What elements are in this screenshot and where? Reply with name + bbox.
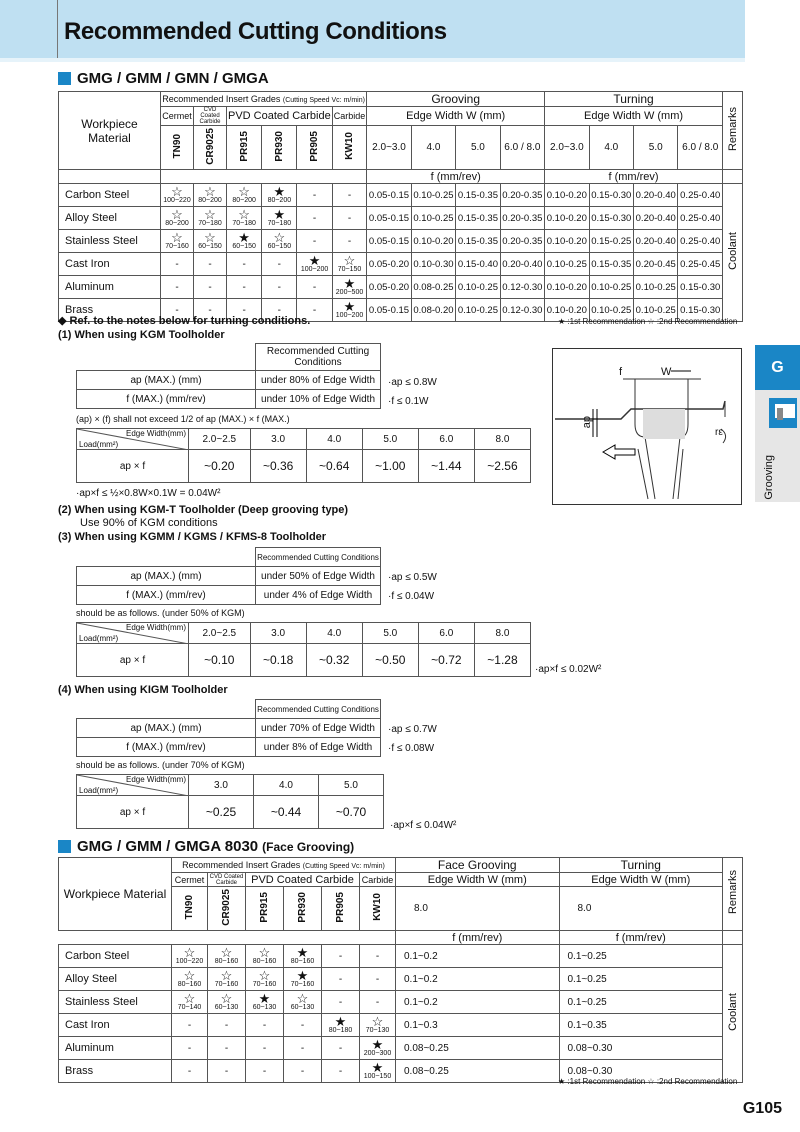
kgm-val: ~0.20 xyxy=(189,450,251,483)
kigm-val: ~0.44 xyxy=(254,796,319,829)
grade-tn90: TN90 xyxy=(161,126,194,170)
feed-value: 0.15-0.40 xyxy=(456,253,500,276)
feed-value: 0.15-0.35 xyxy=(456,184,500,207)
width-t-3: 5.0 xyxy=(634,126,678,170)
turning-header: Turning xyxy=(559,858,723,873)
material-label: Cast Iron xyxy=(59,253,161,276)
table-row xyxy=(59,1014,743,1037)
grooving-header: Grooving xyxy=(367,92,545,107)
feed-value: 0.10-0.25 xyxy=(589,276,633,299)
table-row xyxy=(59,230,743,253)
note3-formula: ·ap×f ≤ 0.02W² xyxy=(535,664,602,675)
grade-cell: ☆ 80~160 xyxy=(246,945,284,968)
note3-follow: should be as follows. (under 50% of KGM) xyxy=(76,608,245,618)
kgmm-ap-value: under 50% of Edge Width xyxy=(256,567,381,586)
grade-cell: - xyxy=(194,276,227,299)
grade-kw10: KW10 xyxy=(360,887,396,931)
material-label: Aluminum xyxy=(59,276,161,299)
kgmm-val: ~1.28 xyxy=(474,644,530,677)
kgmm-width: 2.0~2.5 xyxy=(189,623,251,644)
grade-cell: ★ 80~160 xyxy=(284,945,322,968)
kgm-val: ~2.56 xyxy=(474,450,530,483)
feed-value: 0.20-0.40 xyxy=(500,253,544,276)
feed-value: 0.20-0.35 xyxy=(500,207,544,230)
grade-cell: - xyxy=(246,1037,284,1060)
feed-value: 0.1~0.25 xyxy=(559,945,723,968)
width-t: 8.0 xyxy=(559,887,723,931)
width-g-2: 4.0 xyxy=(411,126,455,170)
note2-sub: Use 90% of KGM conditions xyxy=(80,517,218,529)
grade-cell: - xyxy=(208,1060,246,1083)
section1-heading: GMG / GMM / GMN / GMGA xyxy=(58,70,269,87)
feed-value: 0.10-0.25 xyxy=(634,299,678,322)
width-g-4: 6.0 / 8.0 xyxy=(500,126,544,170)
kgm-width: 8.0 xyxy=(474,429,530,450)
load-edge-corner: Edge Width(mm) Load(mm²) xyxy=(77,429,189,450)
cermet-header: Cermet xyxy=(161,107,194,126)
grade-cell: - xyxy=(284,1037,322,1060)
turning-header: Turning xyxy=(545,92,723,107)
table-row xyxy=(59,991,743,1014)
diagram-w-label: W xyxy=(661,366,672,378)
kigm-val: ~0.70 xyxy=(319,796,384,829)
grade-cell: ☆ 60~150 xyxy=(194,230,227,253)
feed-value: 0.20-0.45 xyxy=(634,253,678,276)
grade-pr930: PR930 xyxy=(284,887,322,931)
feed-value: 0.15-0.30 xyxy=(678,299,723,322)
feed-value: 0.10-0.25 xyxy=(545,253,589,276)
kigm-width: 3.0 xyxy=(189,775,254,796)
feed-value: 0.08~0.25 xyxy=(396,1037,560,1060)
feed-value: 0.25-0.40 xyxy=(678,230,723,253)
kgm-f-formula: ·f ≤ 0.1W xyxy=(388,396,429,407)
f-unit-turning: f (mm/rev) xyxy=(545,170,723,184)
grade-cell: - xyxy=(194,299,227,322)
grade-cell: - xyxy=(194,253,227,276)
face-grooving-table xyxy=(58,857,743,1083)
grade-cell: - xyxy=(246,1060,284,1083)
width-g-3: 5.0 xyxy=(456,126,500,170)
f-unit-t: f (mm/rev) xyxy=(559,931,723,945)
grade-cell: - xyxy=(161,253,194,276)
grade-cell: - xyxy=(161,299,194,322)
feed-value: 0.15-0.30 xyxy=(589,207,633,230)
grade-cell: ☆ 60~130 xyxy=(208,991,246,1014)
grade-cell: - xyxy=(227,253,262,276)
kgm-width: 5.0 xyxy=(362,429,418,450)
feed-value: 0.20-0.40 xyxy=(634,184,678,207)
width-t-1: 2.0~3.0 xyxy=(545,126,589,170)
grade-cell: - xyxy=(322,1060,360,1083)
kigm-f-formula: ·f ≤ 0.08W xyxy=(388,743,435,754)
kigm-val: ~0.25 xyxy=(189,796,254,829)
feed-value: 0.08~0.30 xyxy=(559,1037,723,1060)
feed-value: 0.1~0.35 xyxy=(559,1014,723,1037)
feed-value: 0.20-0.40 xyxy=(634,230,678,253)
kigm-ap-label: ap (MAX.) (mm) xyxy=(77,719,256,738)
carbide-header: Carbide xyxy=(332,107,367,126)
kgm-val: ~0.64 xyxy=(306,450,362,483)
kgmm-ap-formula: ·ap ≤ 0.5W xyxy=(388,572,437,583)
grade-cell: ★ 60~130 xyxy=(246,991,284,1014)
material-label: Alloy Steel xyxy=(59,968,172,991)
kgmm-f-formula: ·f ≤ 0.04W xyxy=(388,591,435,602)
feed-value: 0.1~0.2 xyxy=(396,945,560,968)
feed-value: 0.10-0.25 xyxy=(456,276,500,299)
grade-cell: - xyxy=(297,207,332,230)
grade-cell: - xyxy=(172,1037,208,1060)
cermet-header: Cermet xyxy=(172,873,208,887)
face-grooving-header: Face Grooving xyxy=(396,858,560,873)
load-edge-corner: Edge Width(mm) Load(mm²) xyxy=(77,623,189,644)
feed-value: 0.20-0.35 xyxy=(500,184,544,207)
kgm-load-table xyxy=(76,428,531,483)
kgmm-width: 4.0 xyxy=(306,623,362,644)
feed-value: 0.10-0.25 xyxy=(634,276,678,299)
kigm-ap-formula: ·ap ≤ 0.7W xyxy=(388,724,437,735)
feed-value: 0.15-0.25 xyxy=(589,230,633,253)
grade-cell: - xyxy=(172,1014,208,1037)
width-t-4: 6.0 / 8.0 xyxy=(678,126,723,170)
grade-pr905: PR905 xyxy=(322,887,360,931)
kgmm-val: ~0.72 xyxy=(418,644,474,677)
grade-cell: ★ 80~200 xyxy=(262,184,297,207)
kgmm-ap-label: ap (MAX.) (mm) xyxy=(77,567,256,586)
note2-heading: (2) When using KGM-T Toolholder (Deep grooving type) xyxy=(58,504,349,516)
feed-value: 0.08~0.25 xyxy=(396,1060,560,1083)
pvd-header: PVD Coated Carbide xyxy=(227,107,333,126)
grade-pr930: PR930 xyxy=(262,126,297,170)
grade-cell: ☆ 60~150 xyxy=(262,230,297,253)
kigm-load-table xyxy=(76,774,384,829)
kgm-f-value: under 10% of Edge Width xyxy=(256,390,381,409)
kgm-ap-formula: ·ap ≤ 0.8W xyxy=(388,377,437,388)
kgmm-head: Recommended Cutting Conditions xyxy=(256,548,381,567)
note3-heading: (3) When using KGMM / KGMS / KFMS-8 Toolholder xyxy=(58,531,327,543)
table-row xyxy=(59,207,743,230)
kigm-width: 5.0 xyxy=(319,775,384,796)
width-g-1: 2.0~3.0 xyxy=(367,126,411,170)
grade-cell: ★ 70~180 xyxy=(262,207,297,230)
grade-cell: - xyxy=(332,207,367,230)
kigm-f-value: under 8% of Edge Width xyxy=(256,738,381,757)
material-label: Carbon Steel xyxy=(59,945,172,968)
f-unit-grooving: f (mm/rev) xyxy=(367,170,545,184)
kgmm-width: 6.0 xyxy=(418,623,474,644)
kgmm-val: ~0.18 xyxy=(250,644,306,677)
note1-heading: (1) When using KGM Toolholder xyxy=(58,329,225,341)
kgm-f-label: f (MAX.) (mm/rev) xyxy=(77,390,256,409)
section-marker-icon xyxy=(58,840,71,853)
workpiece-header: Workpiece Material xyxy=(59,858,172,931)
table-row xyxy=(59,276,743,299)
grooving-tab-label: Grooving xyxy=(763,455,775,500)
grade-cell: - xyxy=(360,991,396,1014)
grade-cell: - xyxy=(262,299,297,322)
grade-cell: - xyxy=(297,276,332,299)
diagram-f-label: f xyxy=(619,366,623,378)
table-row xyxy=(59,968,743,991)
carbide-header: Carbide xyxy=(360,873,396,887)
grade-cell: ☆ 70~180 xyxy=(194,207,227,230)
width-t-2: 4.0 xyxy=(589,126,633,170)
grooving-diagram xyxy=(552,348,742,505)
grade-cell: ☆ 100~220 xyxy=(161,184,194,207)
kgm-ap-label: ap (MAX.) (mm) xyxy=(77,371,256,390)
grade-kw10: KW10 xyxy=(332,126,367,170)
header-divider xyxy=(57,0,58,58)
feed-value: 0.10-0.20 xyxy=(545,230,589,253)
feed-value: 0.15-0.35 xyxy=(589,253,633,276)
grade-cr9025: CR9025 xyxy=(208,887,246,931)
table-row xyxy=(59,184,743,207)
table-row xyxy=(59,253,743,276)
feed-value: 0.1~0.2 xyxy=(396,968,560,991)
grade-cr9025: CR9025 xyxy=(194,126,227,170)
grade-cell: ☆ 70~130 xyxy=(360,1014,396,1037)
feed-value: 0.12-0.30 xyxy=(500,276,544,299)
grade-cell: - xyxy=(332,230,367,253)
feed-value: 0.20-0.40 xyxy=(634,207,678,230)
edge-width-turning: Edge Width W (mm) xyxy=(559,873,723,887)
kgmm-f-value: under 4% of Edge Width xyxy=(256,586,381,605)
material-label: Carbon Steel xyxy=(59,184,161,207)
grade-cell: ☆ 70~140 xyxy=(172,991,208,1014)
grade-cell: ☆ 70~160 xyxy=(208,968,246,991)
feed-value: 0.10-0.25 xyxy=(411,184,455,207)
section2-heading: GMG / GMM / GMGA 8030 (Face Grooving) xyxy=(58,838,354,855)
feed-value: 0.08~0.30 xyxy=(559,1060,723,1083)
grades-header: Recommended Insert Grades (Cutting Speed Vc: m/min) xyxy=(161,92,367,107)
grade-cell: ★ 200~500 xyxy=(332,276,367,299)
grade-cell: - xyxy=(284,1060,322,1083)
grade-cell: ★ 200~300 xyxy=(360,1037,396,1060)
grade-pr915: PR915 xyxy=(227,126,262,170)
grade-cell: ☆ 80~200 xyxy=(161,207,194,230)
edge-width-turning: Edge Width W (mm) xyxy=(545,107,723,126)
feed-value: 0.15-0.35 xyxy=(456,230,500,253)
coolant-remark: Coolant xyxy=(723,184,743,322)
note1-limit: (ap) × (f) shall not exceed 1/2 of ap (MAX.) × f (MAX.) xyxy=(76,414,290,424)
kgm-width: 2.0~2.5 xyxy=(189,429,251,450)
grade-cell: - xyxy=(322,945,360,968)
grade-cell: - xyxy=(297,299,332,322)
grade-cell: - xyxy=(332,184,367,207)
feed-value: 0.05-0.20 xyxy=(367,276,411,299)
cvd-header: CVD Coated Carbide xyxy=(194,107,227,126)
grade-cell: - xyxy=(360,968,396,991)
kgmm-width: 5.0 xyxy=(362,623,418,644)
grade-cell: - xyxy=(208,1037,246,1060)
feed-value: 0.10-0.25 xyxy=(589,299,633,322)
kgm-width: 3.0 xyxy=(250,429,306,450)
apxf-label: ap × f xyxy=(77,644,189,677)
grade-cell: - xyxy=(262,276,297,299)
edge-width-fg: Edge Width W (mm) xyxy=(396,873,560,887)
ref-note: ◆ Ref. to the notes below for turning conditions. xyxy=(58,315,311,327)
diagram-ap-label: ap xyxy=(581,416,593,429)
feed-value: 0.25-0.40 xyxy=(678,207,723,230)
kgmm-table xyxy=(76,547,381,605)
note4-formula: ·ap×f ≤ 0.04W² xyxy=(390,820,457,831)
note4-follow: should be as follows. (under 70% of KGM) xyxy=(76,760,245,770)
grade-cell: ☆ 70~150 xyxy=(332,253,367,276)
grade-cell: - xyxy=(172,1060,208,1083)
material-label: Stainless Steel xyxy=(59,230,161,253)
kgm-width: 6.0 xyxy=(418,429,474,450)
grade-cell: ★ 100~200 xyxy=(332,299,367,322)
feed-value: 0.1~0.25 xyxy=(559,968,723,991)
feed-value: 0.05-0.15 xyxy=(367,184,411,207)
grade-cell: - xyxy=(262,253,297,276)
grade-cell: - xyxy=(284,1014,322,1037)
grade-cell: - xyxy=(297,184,332,207)
kigm-head: Recommended Cutting Conditions xyxy=(256,700,381,719)
pvd-header: PVD Coated Carbide xyxy=(246,873,360,887)
remarks-header: Remarks xyxy=(723,92,743,170)
grade-cell: ★ 80~180 xyxy=(322,1014,360,1037)
grade-cell: ☆ 80~160 xyxy=(172,968,208,991)
feed-value: 0.15-0.30 xyxy=(678,276,723,299)
kgmm-val: ~0.50 xyxy=(362,644,418,677)
grade-cell: ★ 100~150 xyxy=(360,1060,396,1083)
grade-cell: ★ 70~160 xyxy=(284,968,322,991)
feed-value: 0.08-0.20 xyxy=(411,299,455,322)
feed-value: 0.10-0.20 xyxy=(411,230,455,253)
kigm-ap-value: under 70% of Edge Width xyxy=(256,719,381,738)
grade-cell: - xyxy=(227,276,262,299)
grade-cell: - xyxy=(246,1014,284,1037)
kigm-table xyxy=(76,699,381,757)
feed-value: 0.10-0.20 xyxy=(545,276,589,299)
table-row xyxy=(59,1037,743,1060)
section-marker-icon xyxy=(58,72,71,85)
kgmm-f-label: f (MAX.) (mm/rev) xyxy=(77,586,256,605)
kgm-table xyxy=(76,343,381,409)
note1-formula: ·ap×f ≤ ½×0.8W×0.1W = 0.04W² xyxy=(76,488,221,499)
legend-1: ★ :1st Recommendation ☆ :2nd Recommendation xyxy=(558,317,738,326)
apxf-label: ap × f xyxy=(77,796,189,829)
kgmm-load-table xyxy=(76,622,531,677)
material-label: Brass xyxy=(59,299,161,322)
kgm-ap-value: under 80% of Edge Width xyxy=(256,371,381,390)
kgm-width: 4.0 xyxy=(306,429,362,450)
grade-tn90: TN90 xyxy=(172,887,208,931)
feed-value: 0.20-0.35 xyxy=(500,230,544,253)
kgm-head: Recommended Cutting Conditions xyxy=(256,344,381,371)
material-label: Brass xyxy=(59,1060,172,1083)
grade-cell: ☆ 70~160 xyxy=(161,230,194,253)
grade-cell: - xyxy=(208,1014,246,1037)
feed-value: 0.10-0.20 xyxy=(545,184,589,207)
kigm-width: 4.0 xyxy=(254,775,319,796)
kgm-val: ~1.44 xyxy=(418,450,474,483)
feed-value: 0.10-0.30 xyxy=(411,253,455,276)
table-row xyxy=(59,945,743,968)
kigm-f-label: f (MAX.) (mm/rev) xyxy=(77,738,256,757)
grades-header: Recommended Insert Grades (Cutting Speed Vc: m/min) xyxy=(172,858,396,873)
feed-value: 0.25-0.40 xyxy=(678,184,723,207)
grade-cell: - xyxy=(360,945,396,968)
grade-cell: - xyxy=(297,230,332,253)
grade-cell: ☆ 70~160 xyxy=(246,968,284,991)
kgmm-width: 3.0 xyxy=(250,623,306,644)
workpiece-header: Workpiece Material xyxy=(59,92,161,170)
feed-value: 0.1~0.25 xyxy=(559,991,723,1014)
feed-value: 0.05-0.20 xyxy=(367,253,411,276)
grade-cell: ☆ 100~220 xyxy=(172,945,208,968)
cvd-header: CVD Coated Carbide xyxy=(208,873,246,887)
grade-pr905: PR905 xyxy=(297,126,332,170)
grooving-table xyxy=(58,91,743,322)
grade-pr915: PR915 xyxy=(246,887,284,931)
grade-cell: - xyxy=(227,299,262,322)
grade-cell: ☆ 80~160 xyxy=(208,945,246,968)
feed-value: 0.10-0.25 xyxy=(456,299,500,322)
feed-value: 0.15-0.30 xyxy=(589,184,633,207)
grade-cell: ☆ 80~200 xyxy=(194,184,227,207)
grade-cell: - xyxy=(322,1037,360,1060)
legend-2: ★ :1st Recommendation ☆ :2nd Recommendation xyxy=(558,1077,738,1086)
load-edge-corner: Edge Width(mm) Load(mm²) xyxy=(77,775,189,796)
kgmm-val: ~0.10 xyxy=(189,644,251,677)
material-label: Stainless Steel xyxy=(59,991,172,1014)
material-label: Cast Iron xyxy=(59,1014,172,1037)
material-label: Aluminum xyxy=(59,1037,172,1060)
page-title: Recommended Cutting Conditions xyxy=(64,18,447,45)
coolant-remark: Coolant xyxy=(723,945,743,1083)
grade-cell: - xyxy=(322,968,360,991)
apxf-label: ap × f xyxy=(77,450,189,483)
feed-value: 0.08-0.25 xyxy=(411,276,455,299)
feed-value: 0.1~0.2 xyxy=(396,991,560,1014)
page-number: G105 xyxy=(742,1100,782,1117)
feed-value: 0.05-0.15 xyxy=(367,299,411,322)
kgm-val: ~1.00 xyxy=(362,450,418,483)
feed-value: 0.12-0.30 xyxy=(500,299,544,322)
feed-value: 0.10-0.20 xyxy=(545,299,589,322)
feed-value: 0.25-0.45 xyxy=(678,253,723,276)
feed-value: 0.10-0.20 xyxy=(545,207,589,230)
grooving-tool-icon xyxy=(755,394,800,434)
material-label: Alloy Steel xyxy=(59,207,161,230)
feed-value: 0.1~0.3 xyxy=(396,1014,560,1037)
grade-cell: ☆ 70~180 xyxy=(227,207,262,230)
grade-cell: ☆ 60~130 xyxy=(284,991,322,1014)
grooving-tab: G xyxy=(755,345,800,390)
kgmm-width: 8.0 xyxy=(474,623,530,644)
kgm-val: ~0.36 xyxy=(250,450,306,483)
note4-heading: (4) When using KIGM Toolholder xyxy=(58,684,228,696)
width-fg: 8.0 xyxy=(396,887,560,931)
diagram-re-label: rε xyxy=(715,427,723,438)
grade-cell: - xyxy=(322,991,360,1014)
feed-value: 0.15-0.35 xyxy=(456,207,500,230)
tab-grey-band xyxy=(755,390,800,502)
kgmm-val: ~0.32 xyxy=(306,644,362,677)
feed-value: 0.05-0.15 xyxy=(367,207,411,230)
grade-cell: ☆ 80~200 xyxy=(227,184,262,207)
grade-cell: - xyxy=(161,276,194,299)
f-unit-fg: f (mm/rev) xyxy=(396,931,560,945)
remarks-header: Remarks xyxy=(723,858,743,931)
grade-cell: ★ 100~200 xyxy=(297,253,332,276)
feed-value: 0.10-0.25 xyxy=(411,207,455,230)
grade-cell: ★ 60~150 xyxy=(227,230,262,253)
edge-width-grooving: Edge Width W (mm) xyxy=(367,107,545,126)
feed-value: 0.05-0.15 xyxy=(367,230,411,253)
